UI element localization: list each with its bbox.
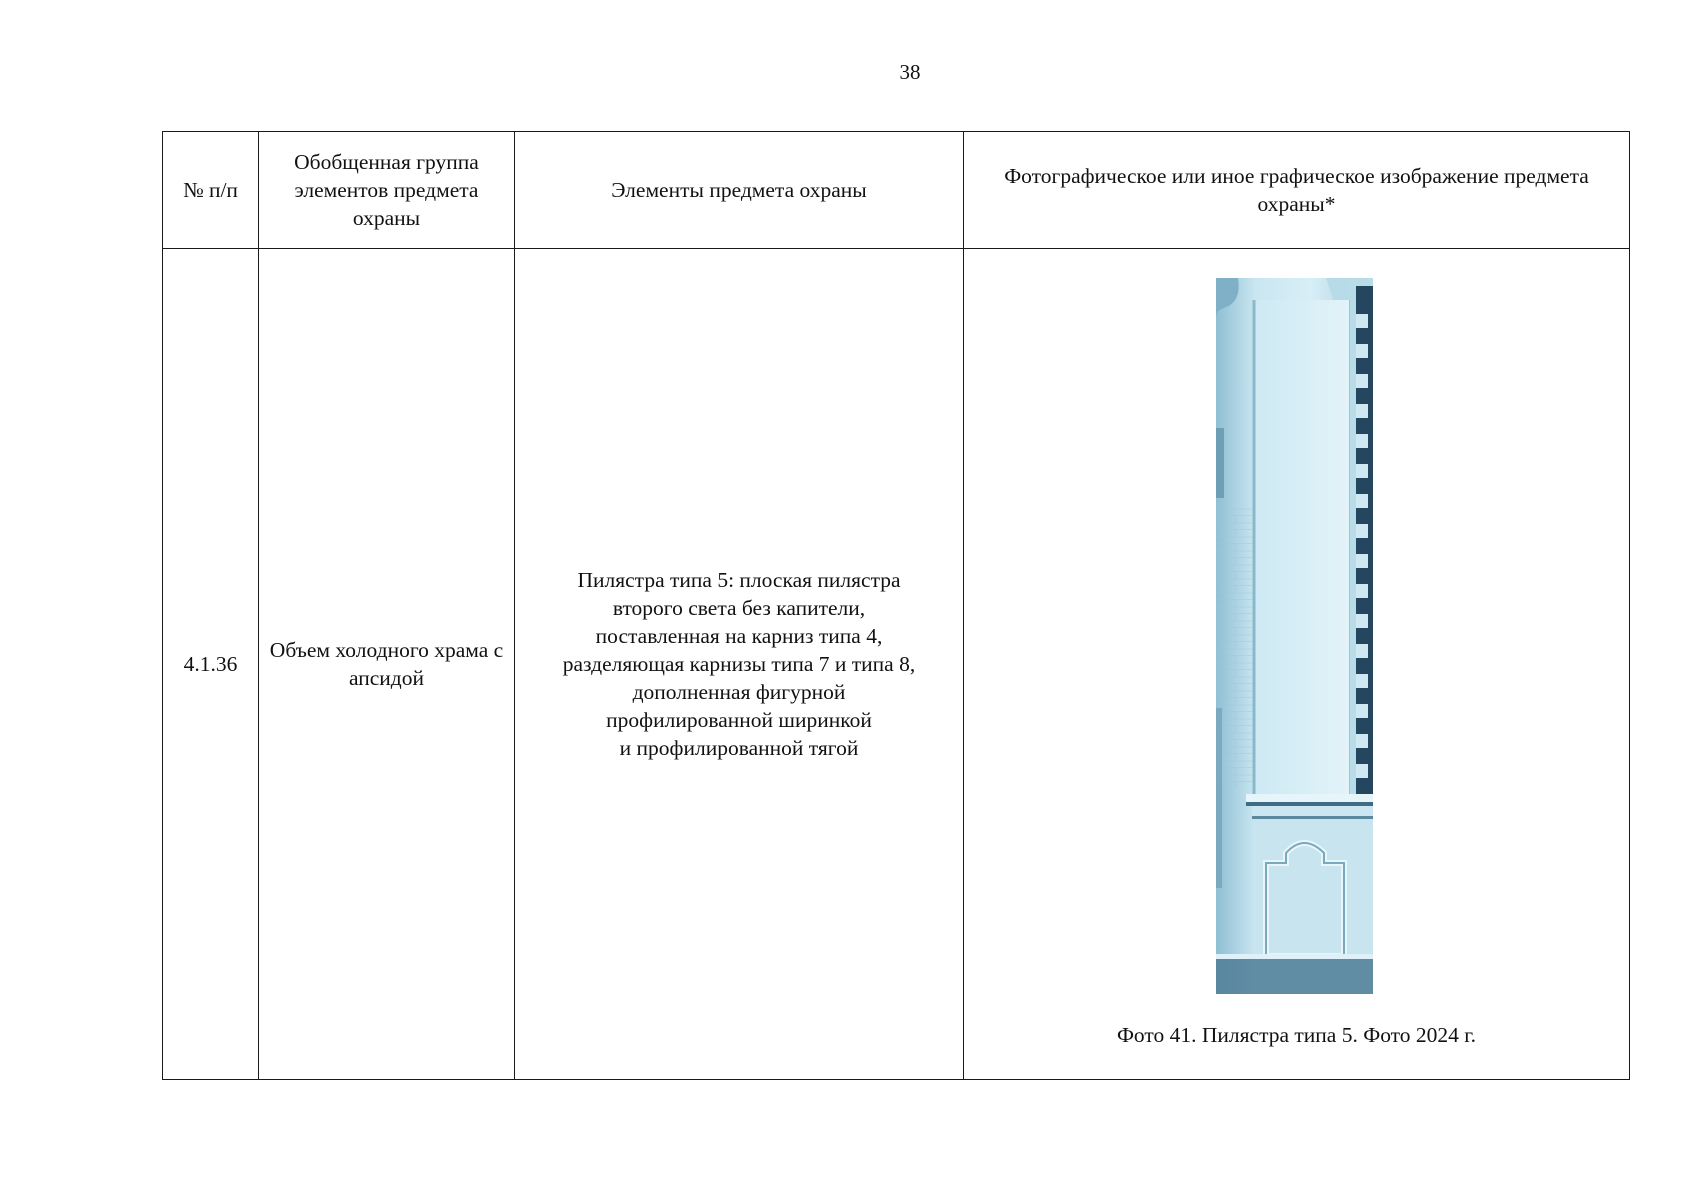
table-header-row <box>163 132 1630 249</box>
table-row <box>163 249 1630 1080</box>
header-image: Фотографическое или иное графическое изображение предмета охраны* <box>964 132 1630 249</box>
elements-line: профилированной ширинкой <box>606 708 872 732</box>
elements-line: дополненная фигурной <box>632 680 846 704</box>
elements-line: и профилированной тягой <box>619 736 859 760</box>
elements-line: Пилястра типа 5: плоская пилястра <box>577 568 901 592</box>
row-group: Объем холодного храма с апсидой <box>259 249 515 1080</box>
elements-line: поставленная на карниз типа 4, <box>595 624 883 648</box>
row-image-cell <box>964 249 1630 1080</box>
row-num: 4.1.36 <box>163 249 259 1080</box>
page-number: 38 <box>899 60 921 84</box>
pilaster-photo <box>1216 278 1373 994</box>
header-num: № п/п <box>163 132 259 249</box>
row-elements <box>515 249 964 1080</box>
elements-line: второго света без капители, <box>612 596 866 620</box>
protection-table <box>162 131 1630 1080</box>
header-elements: Элементы предмета охраны <box>515 132 964 249</box>
header-group: Обобщенная группа элементов предмета охраны <box>259 132 515 249</box>
pilaster-photo-svg <box>1216 278 1373 994</box>
elements-line: разделяющая карнизы типа 7 и типа 8, <box>562 652 916 676</box>
photo-caption: Фото 41. Пилястра типа 5. Фото 2024 г. <box>1116 1023 1477 1047</box>
